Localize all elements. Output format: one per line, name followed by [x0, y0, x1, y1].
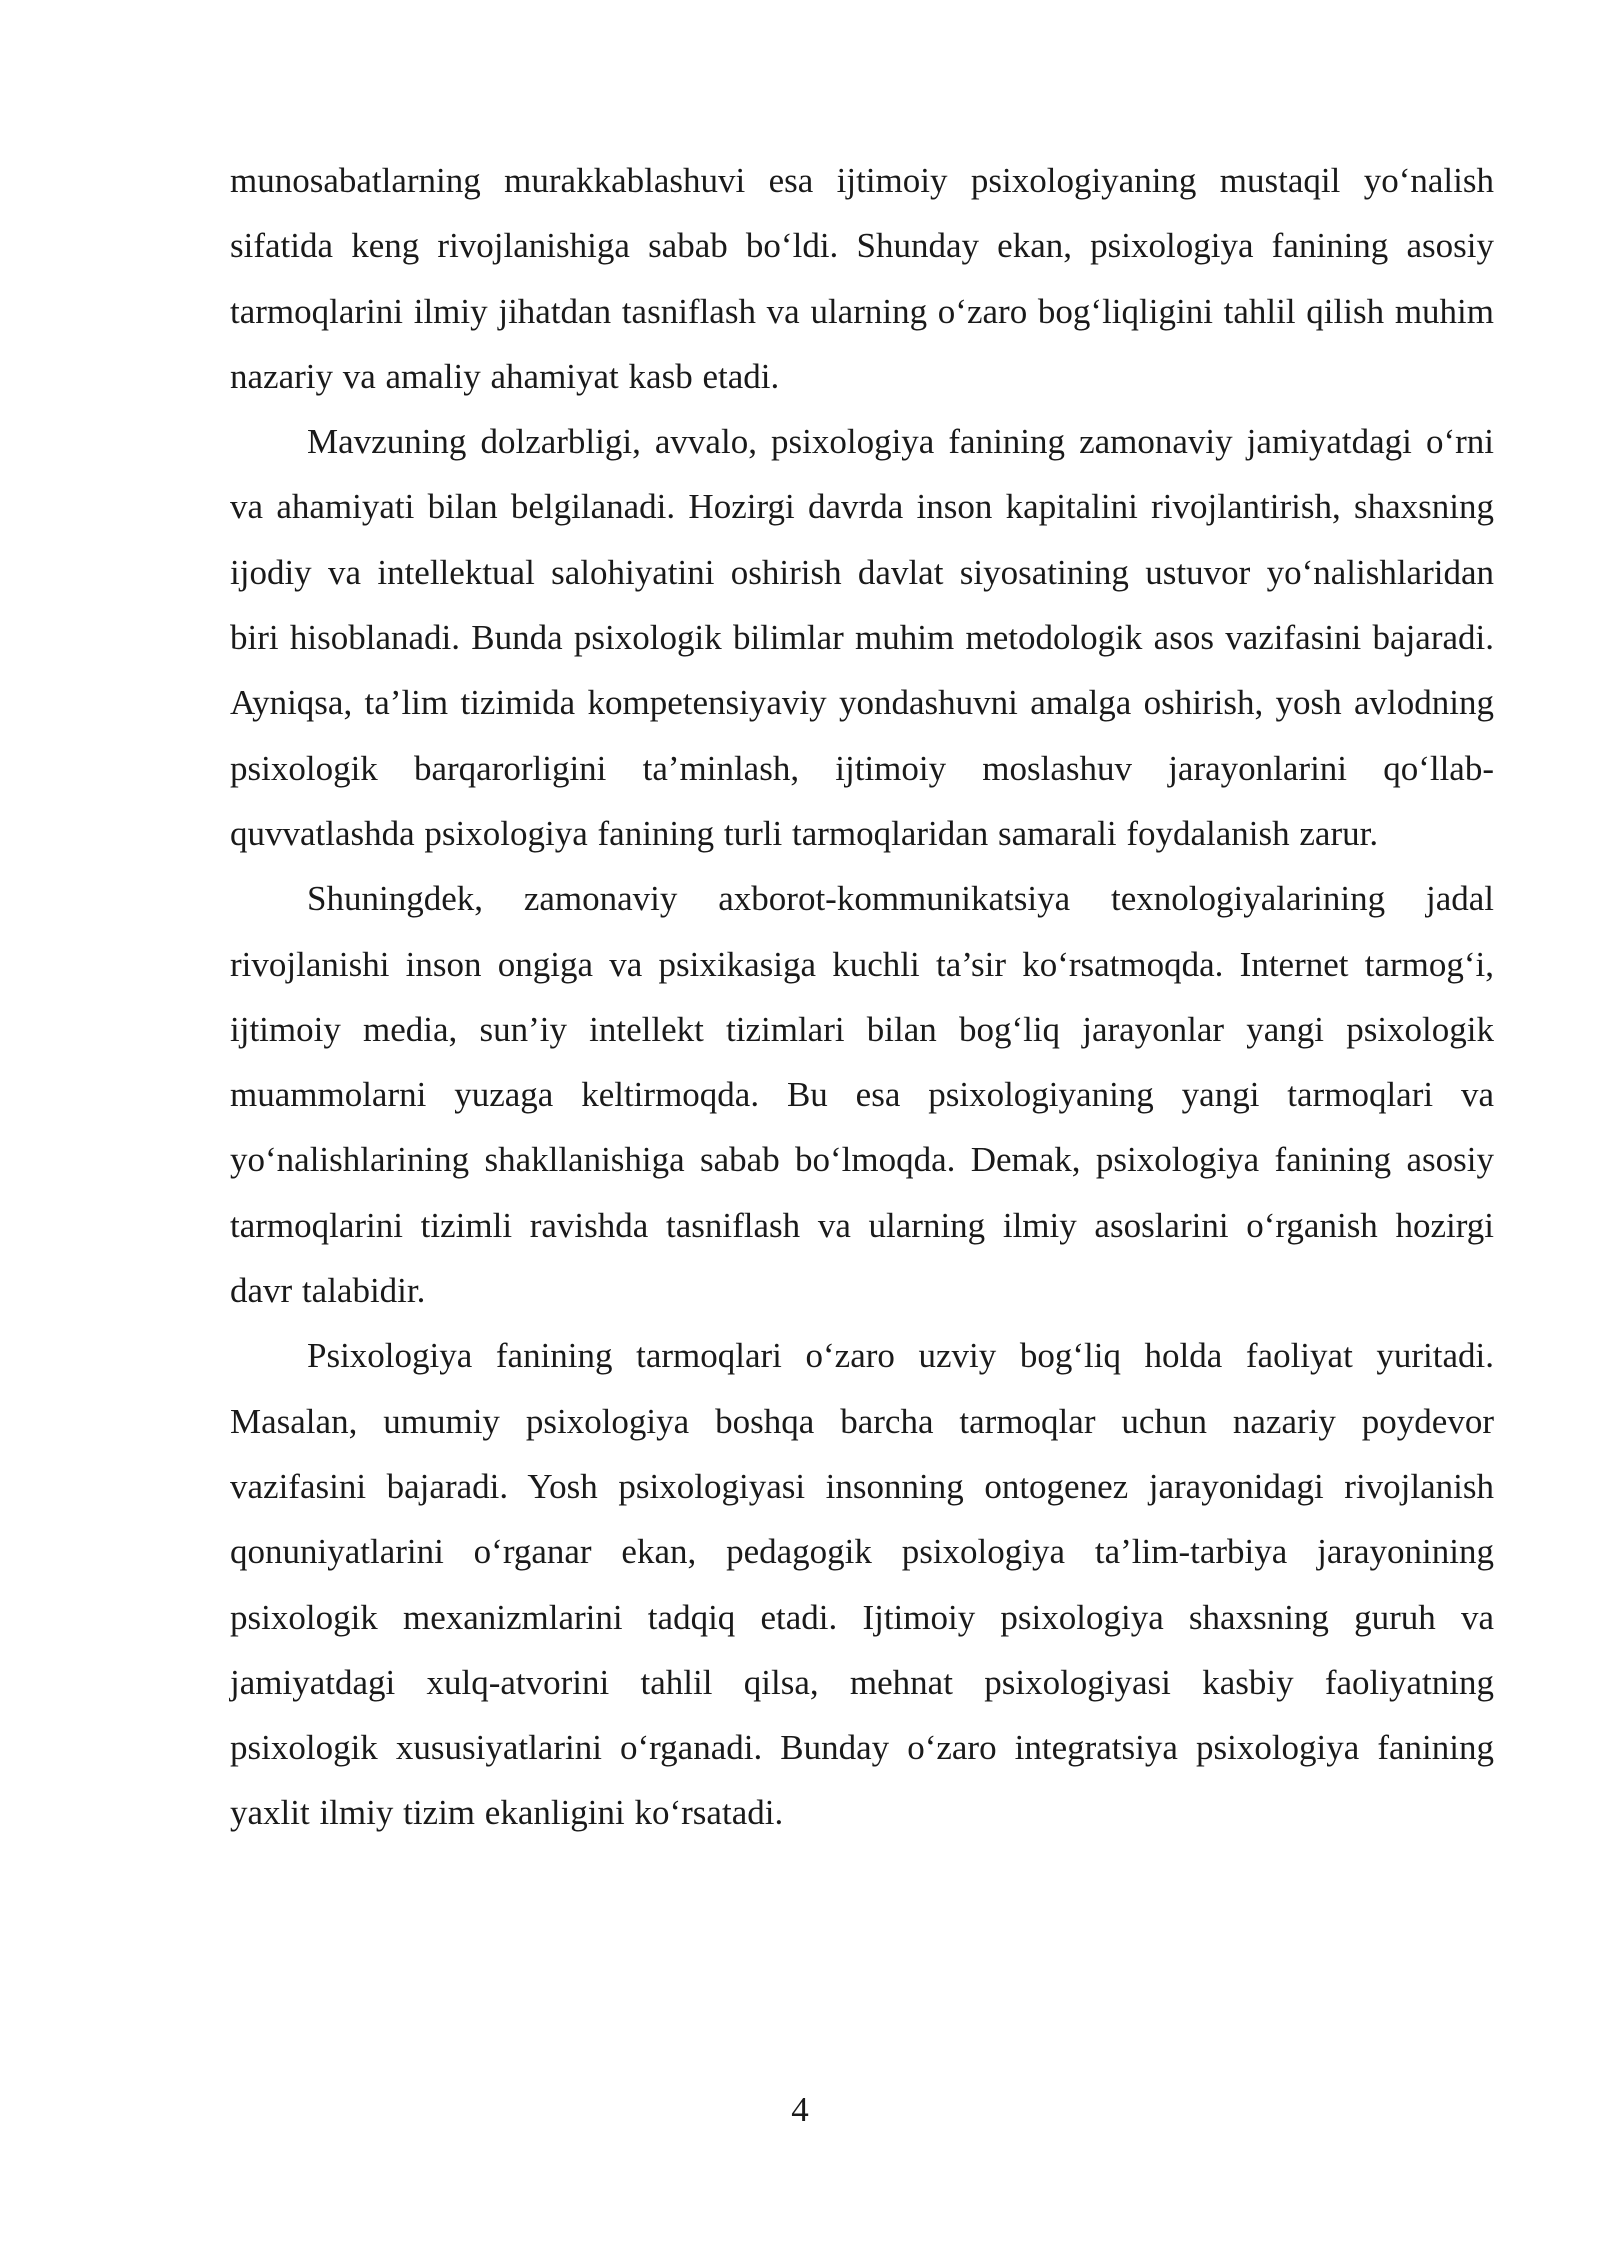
paragraph-technology: Shuningdek, zamonaviy axborot-kommunikatsiya texnologiyalarining jadal rivojlanishi inson ongiga va psixikasiga kuchli ta’sir ko‘rsatmoqda. Internet tarmog‘i, ijtimoiy media, sun’iy intellekt tizimlari bilan bog‘liq jarayonlar yangi psixologik muammolarni yuzaga keltirmoqda. Bu esa psixologiyaning yangi tarmoqlari va yo‘nalishlarining shakllanishiga sabab bo‘lmoqda. Demak, psixologiya fanining asosiy tarmoqlarini tizimli ravishda tasniflash va ularning ilmiy asoslarini o‘rganish hozirgi davr talabidir.: [230, 879, 1494, 1311]
page-number: 4: [791, 2090, 809, 2129]
document-body: [230, 148, 1494, 1846]
paragraph-relevance: Mavzuning dolzarbligi, avvalo, psixologiya fanining zamonaviy jamiyatdagi o‘rni va ahamiyati bilan belgilanadi. Hozirgi davrda inson kapitalini rivojlantirish, shaxsning ijodiy va intellektual salohiyatini oshirish davlat siyosatining ustuvor yo‘nalishlaridan biri hisoblanadi. Bunda psixologik bilimlar muhim metodologik asos vazifasini bajaradi. Ayniqsa, ta’lim tizimida kompetensiyaviy yondashuvni amalga oshirish, yosh avlodning psixologik barqarorligini ta’minlash, ijtimoiy moslashuv jarayonlarini qo‘llab-quvvatlashda psixologiya fanining turli tarmoqlaridan samarali foydalanish zarur.: [230, 422, 1494, 853]
paragraph-continued: munosabatlarning murakkablashuvi esa ijtimoiy psixologiyaning mustaqil yo‘nalish sifatida keng rivojlanishiga sabab bo‘ldi. Shunday ekan, psixologiya fanining asosiy tarmoqlarini ilmiy jihatdan tasniflash va ularning o‘zaro bog‘liqligini tahlil qilish muhim nazariy va amaliy ahamiyat kasb etadi.: [230, 161, 1494, 396]
paragraph-integration: Psixologiya fanining tarmoqlari o‘zaro uzviy bog‘liq holda faoliyat yuritadi. Masalan, umumiy psixologiya boshqa barcha tarmoqlar uchun nazariy poydevor vazifasini bajaradi. Yosh psixologiyasi insonning ontogenez jarayonidagi rivojlanish qonuniyatlarini o‘rganar ekan, pedagogik psixologiya ta’lim-tarbiya jarayonining psixologik mexanizmlarini tadqiq etadi. Ijtimoiy psixologiya shaxsning guruh va jamiyatdagi xulq-atvorini tahlil qilsa, mehnat psixologiyasi kasbiy faoliyatning psixologik xususiyatlarini o‘rganadi. Bunday o‘zaro integratsiya psixologiya fanining yaxlit ilmiy tizim ekanligini ko‘rsatadi.: [230, 1336, 1494, 1833]
